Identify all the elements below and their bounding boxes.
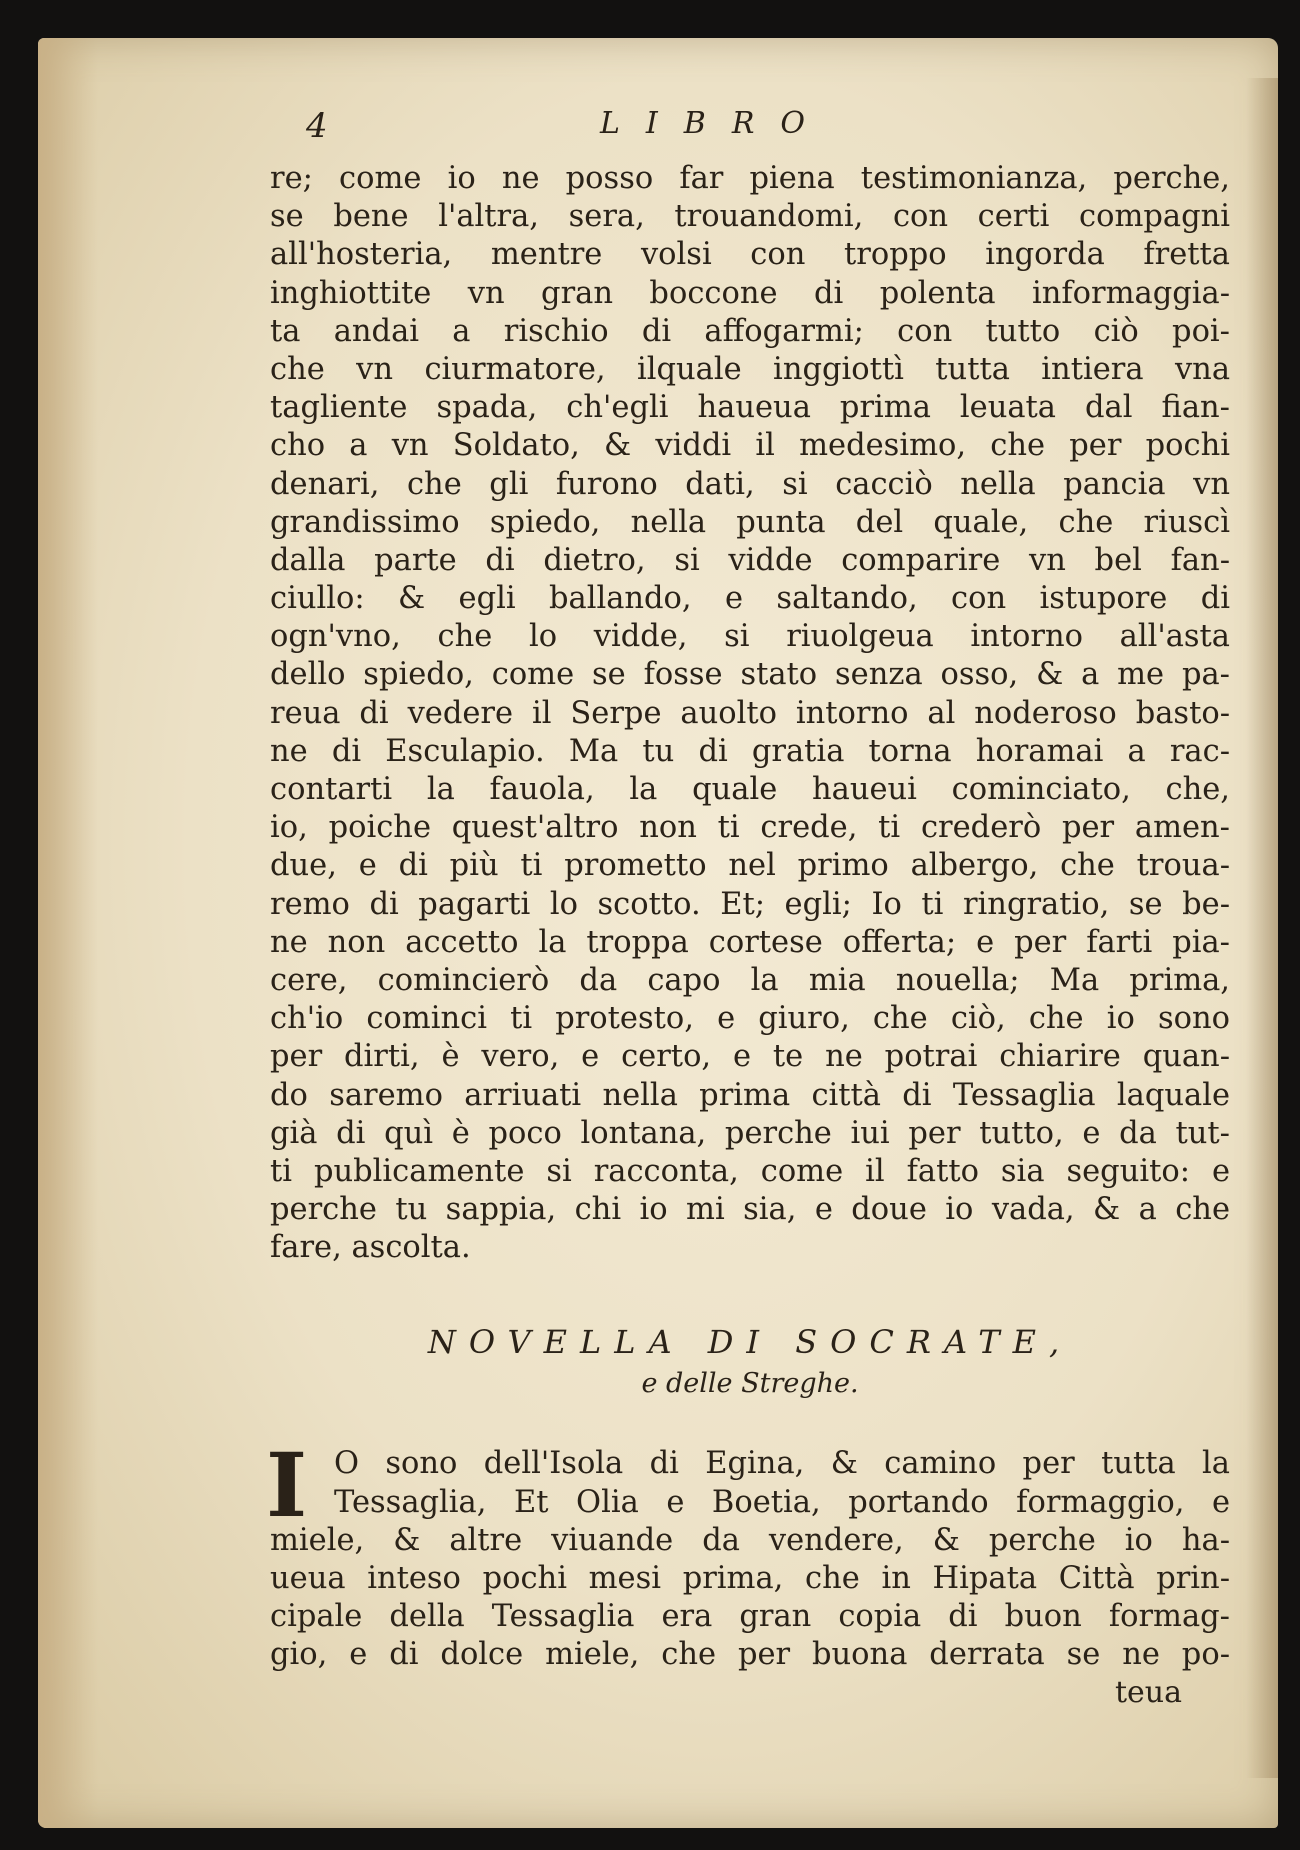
drop-cap: I — [266, 1433, 308, 1538]
section-subtitle: e delle Streghe. — [641, 1368, 859, 1400]
running-head: LIBRO — [600, 106, 832, 141]
text-line: cere, comincierò da capo la mia nouella; Ma prima, — [270, 962, 1230, 998]
text-line: fare, ascolta. — [270, 1230, 471, 1266]
text-line: cho a vn Soldato, & viddi il medesimo, che per pochi — [270, 428, 1230, 464]
text-line: ogn'vno, che lo vidde, si riuolgeua intorno all'asta — [270, 619, 1230, 655]
text-line: già di quì è poco lontana, perche iui per tutto, e da tut- — [270, 1115, 1230, 1151]
text-line: ne di Esculapio. Ma tu di gratia torna horamai a rac- — [270, 733, 1230, 769]
text-block — [266, 98, 1230, 1711]
text-line: ne non accetto la troppa cortese offerta; e per farti pia- — [270, 924, 1230, 960]
text-line: che vn ciurmatore, ilquale inggiottì tutta intiera vna — [270, 351, 1230, 387]
text-line: se bene l'altra, sera, trouandomi, con certi compagni — [270, 199, 1230, 235]
text-line: per dirti, è vero, e certo, e te ne potrai chiarire quan- — [270, 1039, 1230, 1075]
page-number: 4 — [306, 106, 328, 146]
text-line: ciullo: & egli ballando, e saltando, con istupore di — [270, 581, 1230, 617]
text-line: reua di vedere il Serpe auolto intorno al noderoso basto- — [270, 695, 1230, 731]
text-line: contarti la fauola, la quale haueui cominciato, che, — [270, 772, 1230, 807]
text-line: O sono dell'Isola di Egina, & camino per tutta la — [334, 1446, 1230, 1482]
text-line: perche tu sappia, chi io mi sia, e doue io vada, & a che — [270, 1192, 1230, 1228]
text-line: re; come io ne posso far piena testimonianza, perche, — [270, 161, 1230, 196]
story-paragraph — [266, 1433, 1230, 1710]
page-fold-shadow — [1246, 78, 1278, 1778]
catchword: teua — [1114, 1674, 1182, 1710]
text-line: miele, & altre viuande da vendere, & perche io ha- — [270, 1522, 1230, 1558]
text-line: ueua inteso pochi mesi prima, che in Hipata Città prin- — [270, 1561, 1230, 1596]
page-header — [270, 98, 1230, 160]
text-line: due, e di più ti prometto nel primo albergo, che troua- — [270, 848, 1230, 884]
text-line: ta andai a rischio di affogarmi; con tutto ciò poi- — [270, 313, 1230, 349]
text-line: all'hosteria, mentre volsi con troppo ingorda fretta — [270, 237, 1230, 273]
text-line: gio, e di dolce miele, che per buona derrata se ne po- — [270, 1637, 1230, 1673]
page-edge-stain — [38, 38, 98, 1828]
text-line: tagliente spada, ch'egli haueua prima leuata dal fian- — [270, 390, 1230, 426]
text-line: Tessaglia, Et Olia e Boetia, portando formaggio, e — [334, 1484, 1230, 1520]
body-paragraph — [270, 160, 1230, 1267]
text-line: ti publicamente si racconta, come il fatto sia seguito: e — [270, 1153, 1230, 1189]
text-line: do saremo arriuati nella prima città di Tessaglia laquale — [270, 1077, 1230, 1113]
text-line: denari, che gli furono dati, si cacciò nella pancia vn — [270, 466, 1230, 502]
text-line: grandissimo spiedo, nella punta del quale, che riuscì — [270, 504, 1230, 540]
section-title: NOVELLA DI SOCRATE, — [427, 1323, 1073, 1362]
text-line: io, poiche quest'altro non ti crede, ti crederò per amen- — [270, 810, 1230, 846]
text-line: cipale della Tessaglia era gran copia di buon formag- — [270, 1599, 1230, 1635]
text-line: dalla parte di dietro, si vidde comparire vn bel fan- — [270, 542, 1230, 578]
text-line: remo di pagarti lo scotto. Et; egli; Io ti ringratio, se be- — [270, 886, 1230, 922]
text-line: inghiottite vn gran boccone di polenta informaggia- — [270, 275, 1230, 311]
text-line: ch'io cominci ti protesto, e giuro, che ciò, che io sono — [270, 1001, 1230, 1037]
book-page — [38, 38, 1278, 1828]
text-line: dello spiedo, come se fosse stato senza osso, & a me pa- — [270, 657, 1230, 693]
